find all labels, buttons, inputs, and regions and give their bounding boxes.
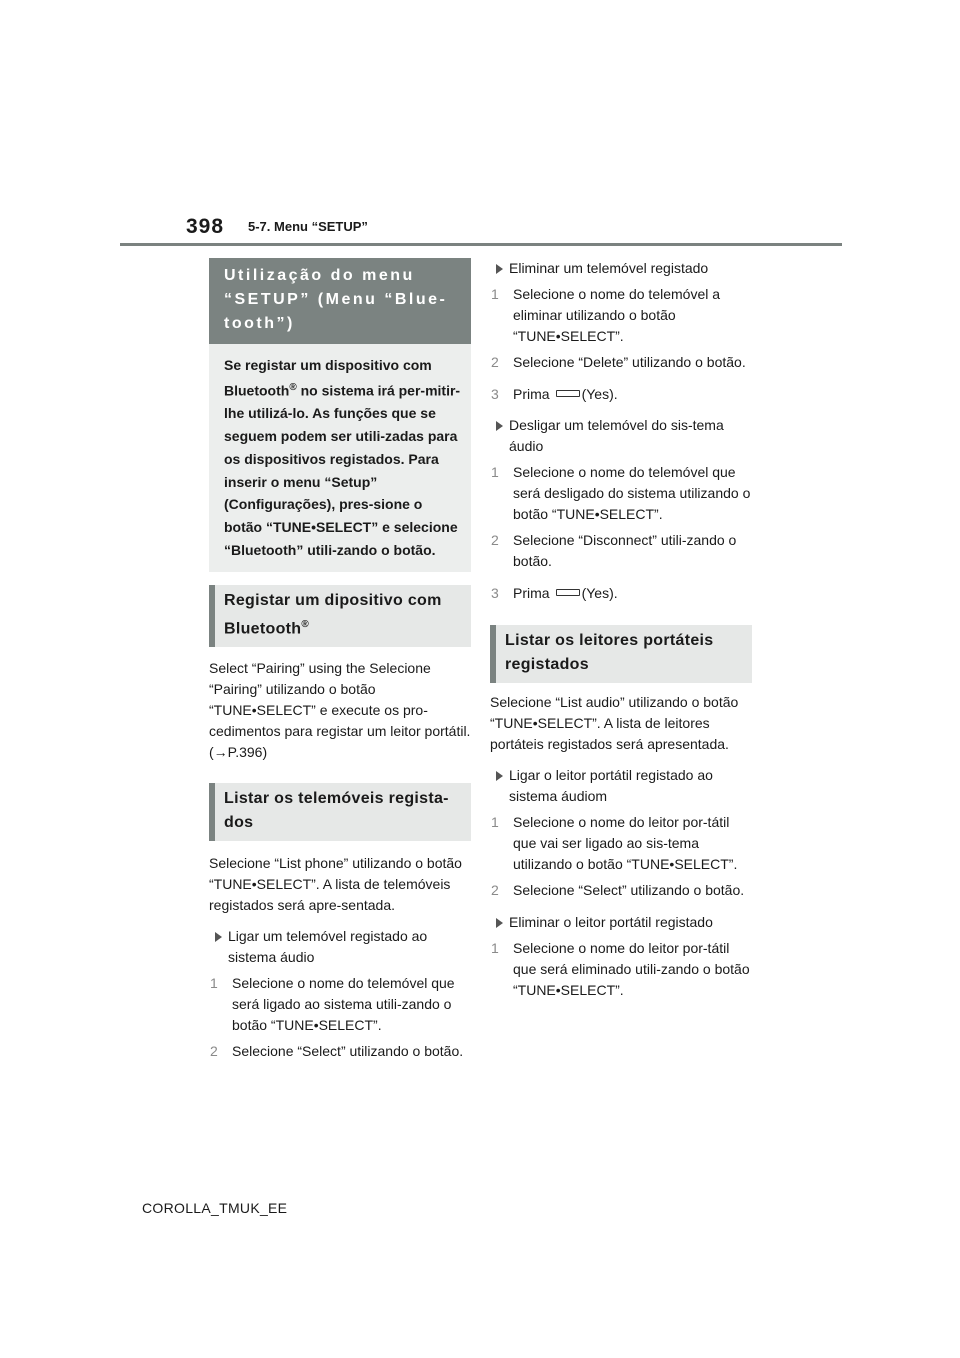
step-item — [490, 352, 752, 373]
step-text: Selecione “Delete” utilizando o botão. — [513, 354, 746, 370]
step-number: 2 — [491, 532, 499, 548]
button-icon — [556, 390, 580, 397]
arrow-right-icon — [215, 932, 222, 942]
left-column — [209, 258, 471, 1062]
bullet-text: Ligar o leitor portátil registado ao sistema áudiom — [509, 767, 713, 804]
step-item — [490, 880, 752, 901]
step-item — [490, 938, 752, 1001]
step-item — [490, 462, 752, 525]
step-number: 2 — [491, 882, 499, 898]
step-text: Selecione o nome do telemóvel que será desligado do sistema utilizando o botão “TUNE•SELECT”. — [513, 464, 751, 522]
step-text: Prima — [513, 585, 550, 601]
step-text: Selecione o nome do telemóvel que será ligado ao sistema utili-zando o botão “TUNE•SELECT”. — [232, 975, 455, 1034]
intro-text-post: no sistema irá per-mitir-lhe utilizá-lo. As funções que se seguem podem ser utili-zadas para os dispositivos registados. Para inserir o menu “Setup” (Configurações), pres-sione o botão “TUNE•SELECT” e selecione “Bluetooth” utili-zando o botão. — [224, 382, 461, 559]
step-item — [490, 284, 752, 347]
intro-text-pre: Se registar um dispositivo com Bluetooth — [224, 357, 432, 399]
bullet-delete-player — [490, 912, 752, 933]
step-number: 1 — [491, 940, 499, 956]
step-number: 2 — [491, 354, 499, 370]
bullet-disconnect-phone — [490, 415, 752, 457]
step-item — [490, 530, 752, 572]
step-text: (Yes). — [581, 585, 618, 601]
arrow-right-icon — [496, 771, 503, 781]
step-number: 1 — [491, 464, 499, 480]
list-phones-paragraph: Selecione “List phone” utilizando o botão “TUNE•SELECT”. A lista de telemóveis registados será apre-sentada. — [209, 855, 462, 914]
step-item — [209, 1041, 471, 1062]
bullet-connect-player — [490, 765, 752, 807]
step-number: 3 — [491, 585, 499, 601]
step-number: 1 — [491, 814, 499, 830]
bullet-text: Eliminar o leitor portátil registado — [509, 914, 713, 930]
arrow-right-icon — [496, 918, 503, 928]
step-number: 1 — [210, 975, 218, 992]
bullet-text: Ligar um telemóvel registado ao sistema áudio — [228, 928, 428, 966]
step-item — [490, 384, 752, 405]
subheading-list-players: Listar os leitores portáteis registados — [490, 625, 752, 683]
bullet-connect-phone — [209, 926, 471, 968]
section-title: 5-7. Menu “SETUP” — [248, 219, 368, 234]
step-text: Selecione o nome do leitor por-tátil que vai ser ligado ao sis-tema utilizando o botão “TUNE•SELECT”. — [513, 814, 738, 872]
arrow-right-icon — [496, 264, 503, 274]
step-text: Selecione o nome do leitor por-tátil que será eliminado utili-zando o botão “TUNE•SELECT”. — [513, 940, 750, 998]
arrow-right-icon — [496, 421, 503, 431]
page-number: 398 — [186, 215, 225, 238]
intro-box — [209, 344, 471, 572]
step-text: Selecione “Select” utilizando o botão. — [513, 882, 745, 898]
bullet-delete-phone — [490, 258, 752, 279]
step-text: (Yes). — [581, 386, 618, 402]
list-players-paragraph: Selecione “List audio” utilizando o botão “TUNE•SELECT”. A lista de leitores portáteis registados será apresentada. — [490, 694, 739, 752]
step-number: 1 — [491, 286, 499, 302]
registered-mark: ® — [301, 618, 310, 630]
right-column — [490, 258, 752, 1001]
main-heading: Utilização do menu “SETUP” (Menu “Blue-tooth”) — [209, 258, 471, 344]
step-item — [490, 812, 752, 875]
bullet-text: Desligar um telemóvel do sis-tema áudio — [509, 417, 724, 454]
subheading-register — [209, 585, 471, 647]
step-text: Selecione o nome do telemóvel a eliminar utilizando o botão “TUNE•SELECT”. — [513, 286, 721, 344]
footer-code: COROLLA_TMUK_EE — [142, 1200, 288, 1216]
registered-mark: ® — [289, 381, 297, 393]
step-text: Selecione “Select” utilizando o botão. — [232, 1043, 464, 1060]
step-text: Prima — [513, 386, 550, 402]
step-number: 3 — [491, 386, 499, 402]
step-text: Selecione “Disconnect” utili-zando o botão. — [513, 532, 737, 569]
subheading-list-phones: Listar os telemóveis regista-dos — [209, 783, 471, 841]
button-icon — [556, 589, 580, 596]
bullet-text: Eliminar um telemóvel registado — [509, 260, 709, 276]
subheading-register-text: Registar um dipositivo com Bluetooth — [224, 591, 442, 638]
register-paragraph: Select “Pairing” using the Selecione “Pairing” utilizando o botão “TUNE•SELECT” e execute os pro-cedimentos para registar um leitor portátil. (→P.396) — [209, 660, 471, 761]
step-item — [490, 583, 752, 604]
header-rule — [120, 243, 842, 246]
step-number: 2 — [210, 1043, 218, 1060]
step-item — [209, 973, 471, 1036]
